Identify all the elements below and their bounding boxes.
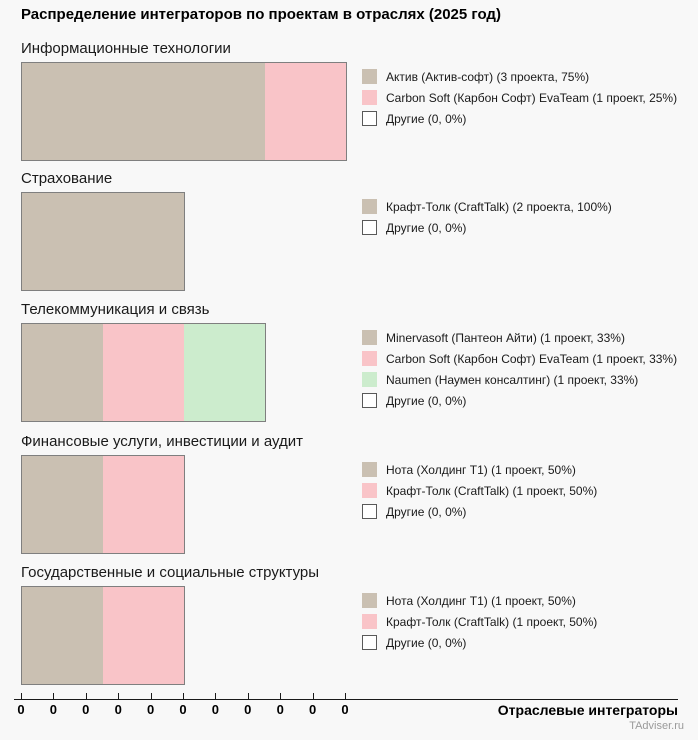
bar-segment [184, 324, 265, 421]
section-title: Страхование [21, 170, 113, 187]
legend-item [362, 66, 677, 87]
x-axis-tick-label: 0 [308, 702, 317, 717]
x-axis-tick [313, 693, 314, 699]
legend-item [362, 327, 677, 348]
legend-label: Naumen (Наумен консалтинг) (1 проект, 33%) [386, 372, 639, 387]
x-axis-label: Отраслевые интеграторы [497, 702, 678, 718]
legend-item [362, 87, 677, 108]
legend-label: Нота (Холдинг Т1) (1 проект, 50%) [386, 593, 576, 608]
x-axis-tick-label: 0 [82, 702, 90, 717]
section-insurance [0, 170, 698, 300]
bar-segment [22, 63, 265, 160]
legend-item [362, 632, 597, 653]
bar-segment [22, 587, 103, 684]
legend-swatch [362, 351, 377, 366]
x-axis-tick-label: 0 [179, 702, 187, 717]
x-axis-tick [118, 693, 119, 699]
legend [362, 66, 677, 129]
legend [362, 590, 597, 653]
legend-label: Другие (0, 0%) [386, 393, 467, 408]
source-watermark: TAdviser.ru [629, 720, 684, 732]
legend-item [362, 501, 597, 522]
legend-swatch [362, 614, 377, 629]
section-government [0, 564, 698, 694]
legend-label: Актив (Актив-софт) (3 проекта, 75%) [386, 69, 590, 84]
legend-label: Крафт-Толк (CraftTalk) (1 проект, 50%) [386, 483, 598, 498]
section-finance [0, 433, 698, 563]
bar-segment [103, 587, 184, 684]
legend-swatch [362, 462, 377, 477]
legend-swatch [362, 635, 377, 650]
legend-label: Carbon Soft (Карбон Софт) EvaTeam (1 проект, 25%) [386, 90, 678, 105]
x-axis-tick-label: 0 [114, 702, 122, 717]
x-axis-tick-label: 0 [17, 702, 25, 717]
legend-swatch [362, 90, 377, 105]
stacked-bar [21, 323, 266, 422]
legend-swatch [362, 330, 377, 345]
legend-label: Другие (0, 0%) [386, 111, 467, 126]
legend-item [362, 348, 677, 369]
legend-item [362, 108, 677, 129]
legend-label: Крафт-Толк (CraftTalk) (2 проекта, 100%) [386, 199, 612, 214]
legend-label: Minervasoft (Пантеон Айти) (1 проект, 33%) [386, 330, 625, 345]
legend-label: Другие (0, 0%) [386, 635, 467, 650]
legend-item [362, 590, 597, 611]
legend [362, 459, 597, 522]
stacked-bar [21, 455, 185, 554]
bar-segment [265, 63, 346, 160]
legend-label: Нота (Холдинг Т1) (1 проект, 50%) [386, 462, 576, 477]
x-axis-tick [21, 693, 22, 699]
legend-label: Carbon Soft (Карбон Софт) EvaTeam (1 проект, 33%) [386, 351, 678, 366]
section-title: Телекоммуникация и связь [21, 301, 210, 318]
x-axis-tick-label: 0 [244, 702, 252, 717]
legend-swatch [362, 199, 377, 214]
x-axis-tick [345, 693, 346, 699]
bar-segment [103, 456, 184, 553]
legend-item [362, 217, 612, 238]
legend-item [362, 369, 677, 390]
legend-swatch [362, 593, 377, 608]
stacked-bar [21, 62, 347, 161]
x-axis-tick-label: 0 [146, 702, 155, 717]
legend-swatch [362, 220, 377, 235]
x-axis-tick [183, 693, 184, 699]
x-axis-tick [151, 693, 152, 699]
legend-swatch [362, 393, 377, 408]
x-axis-tick [215, 693, 216, 699]
x-axis-tick [280, 693, 281, 699]
section-telecom [0, 301, 698, 431]
legend-swatch [362, 111, 377, 126]
bar-segment [22, 456, 103, 553]
x-axis-line [14, 699, 678, 700]
chart-title: Распределение интеграторов по проектам в отраслях (2025 год) [21, 6, 501, 23]
legend-label: Другие (0, 0%) [386, 220, 467, 235]
legend-label: Другие (0, 0%) [386, 504, 467, 519]
legend-item [362, 480, 597, 501]
legend [362, 196, 612, 238]
legend-item [362, 390, 677, 411]
legend-item [362, 611, 597, 632]
legend-label: Крафт-Толк (CraftTalk) (1 проект, 50%) [386, 614, 598, 629]
x-axis-tick-label: 0 [211, 702, 219, 717]
bar-segment [103, 324, 184, 421]
legend-swatch [362, 483, 377, 498]
section-title: Государственные и социальные структуры [21, 564, 320, 581]
bar-segment [22, 324, 103, 421]
x-axis-tick-label: 0 [341, 702, 349, 717]
x-axis-tick-label: 0 [276, 702, 284, 717]
stacked-bar [21, 586, 185, 685]
stacked-bar [21, 192, 185, 291]
legend-swatch [362, 372, 377, 387]
legend-item [362, 196, 612, 217]
x-axis-tick [53, 693, 54, 699]
section-title: Финансовые услуги, инвестиции и аудит [21, 433, 304, 450]
section-information-technology [0, 40, 698, 170]
legend-item [362, 459, 597, 480]
legend [362, 327, 677, 411]
bar-segment [22, 193, 184, 290]
x-axis-tick [86, 693, 87, 699]
legend-swatch [362, 69, 377, 84]
x-axis-tick-label: 0 [49, 702, 57, 717]
x-axis-tick [248, 693, 249, 699]
section-title: Информационные технологии [21, 40, 231, 57]
legend-swatch [362, 504, 377, 519]
